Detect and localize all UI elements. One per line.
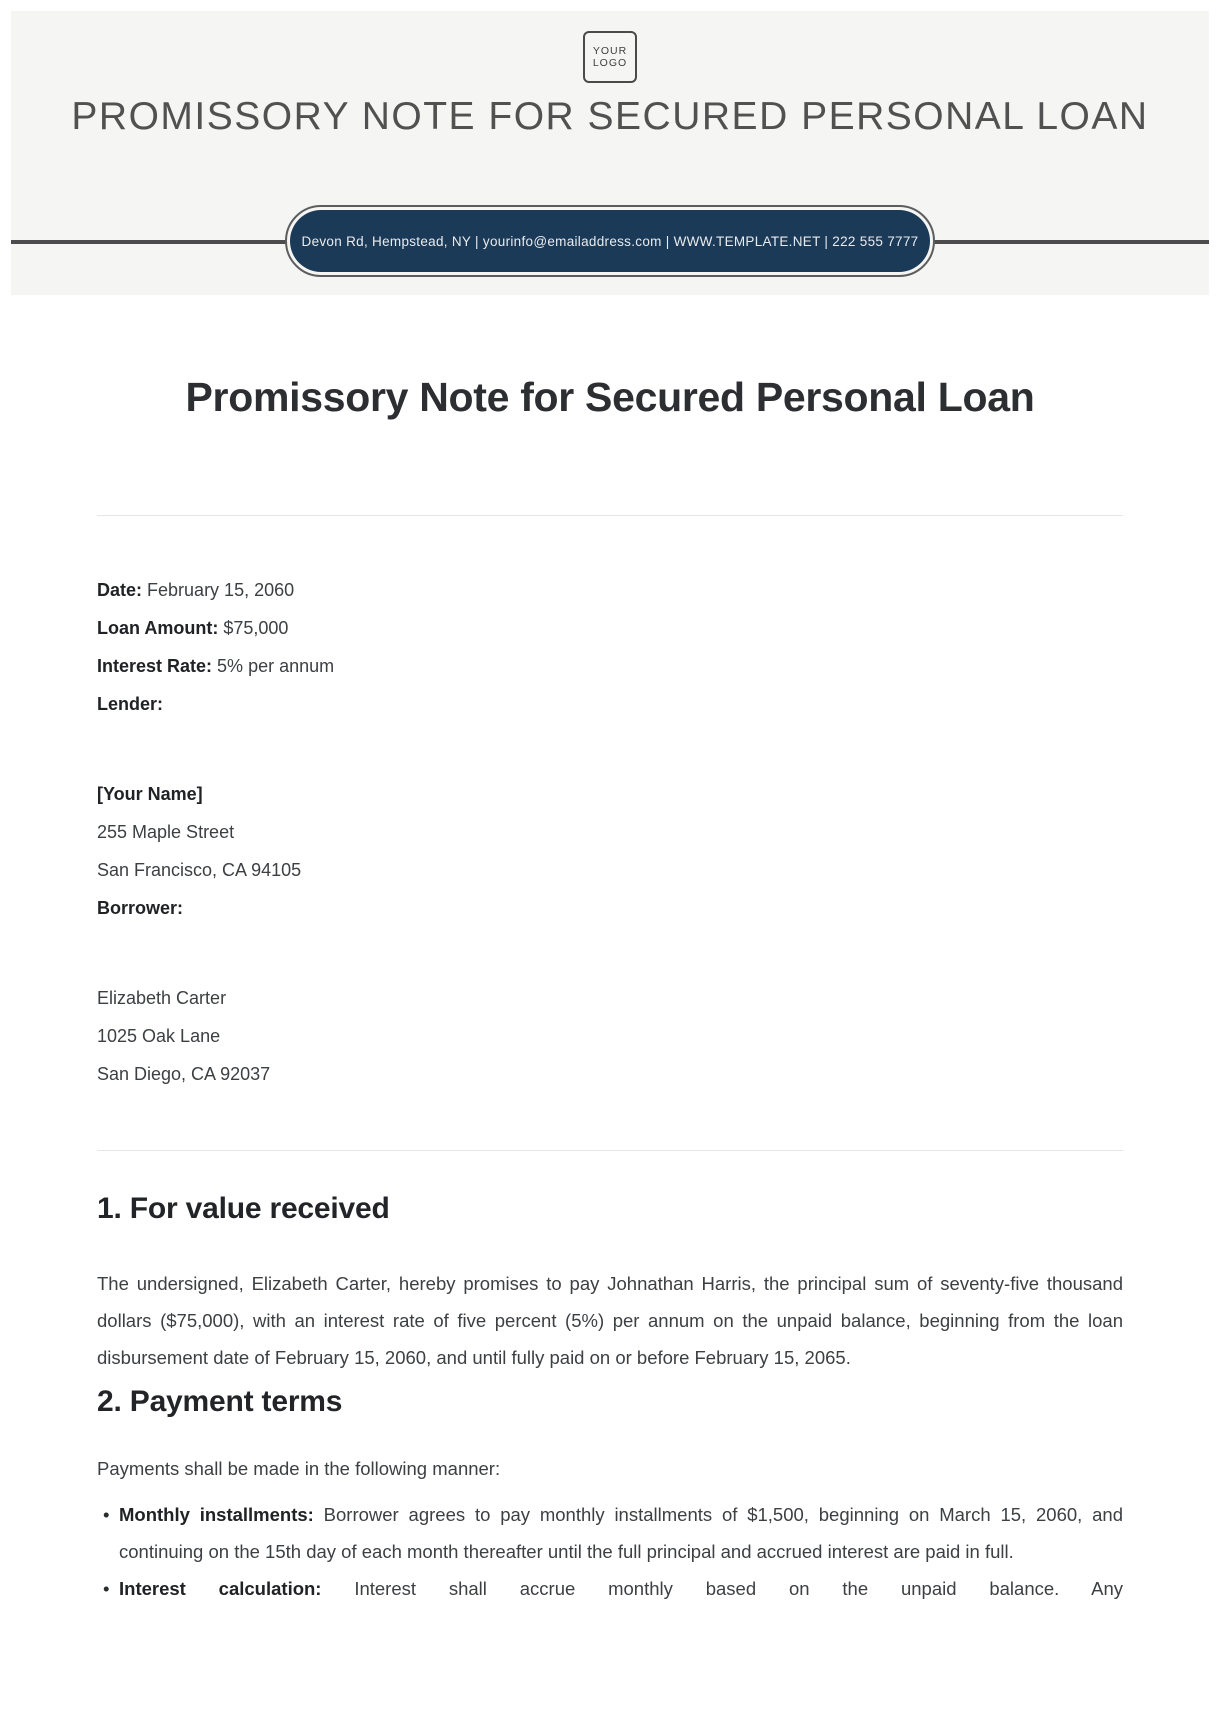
monthly-installments-text: Borrower agrees to pay monthly installments of $1,500, beginning on March 15, 2060, and continuing on the 15th day of each month thereafter until the full principal and accrued interest are paid in full. xyxy=(119,1504,1123,1562)
monthly-installments-label: Monthly installments: xyxy=(119,1504,314,1525)
borrower-name-line: Elizabeth Carter xyxy=(97,988,227,1008)
borrower-label: Borrower: xyxy=(97,898,184,918)
vertical-spacer xyxy=(97,927,1123,979)
lender-name-line xyxy=(97,775,1123,813)
section-2-heading: 2. Payment terms xyxy=(97,1385,343,1418)
logo-placeholder-icon xyxy=(583,31,637,83)
interest-rate-label: Interest Rate: xyxy=(97,656,213,676)
contact-info: Devon Rd, Hempstead, NY | yourinfo@emailaddress.com | WWW.TEMPLATE.NET | 222 555 7777 xyxy=(301,233,919,249)
letterhead xyxy=(11,11,1209,295)
lender-label: Lender: xyxy=(97,694,164,714)
lender-address-line2: San Francisco, CA 94105 xyxy=(97,860,302,880)
section-1-heading: 1. For value received xyxy=(97,1192,390,1225)
interest-rate-value: 5% per annum xyxy=(217,656,335,676)
loan-amount-line xyxy=(97,609,1123,647)
lender-name: [Your Name] xyxy=(97,784,203,804)
interest-calculation-label: Interest calculation: xyxy=(119,1578,322,1599)
loan-amount-label: Loan Amount: xyxy=(97,618,219,638)
loan-info-block xyxy=(97,571,1123,1093)
section-1-paragraph: The undersigned, Elizabeth Carter, hereby promises to pay Johnathan Harris, the principal sum of seventy-five thousand dollars ($75,000), with an interest rate of five percent (5%) per annum on the unpaid balance, beginning from the loan disbursement date of February 15, 2060, and until fully paid on or before February 15, 2065. xyxy=(97,1273,1123,1368)
section-2-intro: Payments shall be made in the following manner: xyxy=(97,1458,501,1479)
list-item-interest-calculation xyxy=(97,1570,1123,1607)
borrower-address-line1: 1025 Oak Lane xyxy=(97,1026,221,1046)
document-body xyxy=(0,372,1220,1607)
logo-text-line2: LOGO xyxy=(592,57,628,69)
loan-amount-value: $75,000 xyxy=(223,618,289,638)
date-line xyxy=(97,571,1123,609)
lender-label-line xyxy=(97,685,1123,723)
letterhead-title: PROMISSORY NOTE FOR SECURED PERSONAL LOAN xyxy=(71,95,1149,138)
logo-text-line1: YOUR xyxy=(592,45,628,57)
list-item-monthly-installments xyxy=(97,1496,1123,1570)
section-divider xyxy=(97,1150,1123,1151)
date-value: February 15, 2060 xyxy=(147,580,295,600)
date-label: Date: xyxy=(97,580,143,600)
vertical-spacer xyxy=(97,723,1123,775)
lender-address-line1: 255 Maple Street xyxy=(97,822,235,842)
interest-rate-line xyxy=(97,647,1123,685)
borrower-address-line2: San Diego, CA 92037 xyxy=(97,1064,271,1084)
payment-terms-list xyxy=(97,1496,1123,1607)
interest-calculation-text: Interest shall accrue monthly based on the unpaid balance. Any xyxy=(354,1578,1123,1599)
contact-pill xyxy=(285,205,935,277)
section-divider xyxy=(97,515,1123,516)
page-title: Promissory Note for Secured Personal Loan xyxy=(185,374,1035,420)
borrower-label-line xyxy=(97,889,1123,927)
